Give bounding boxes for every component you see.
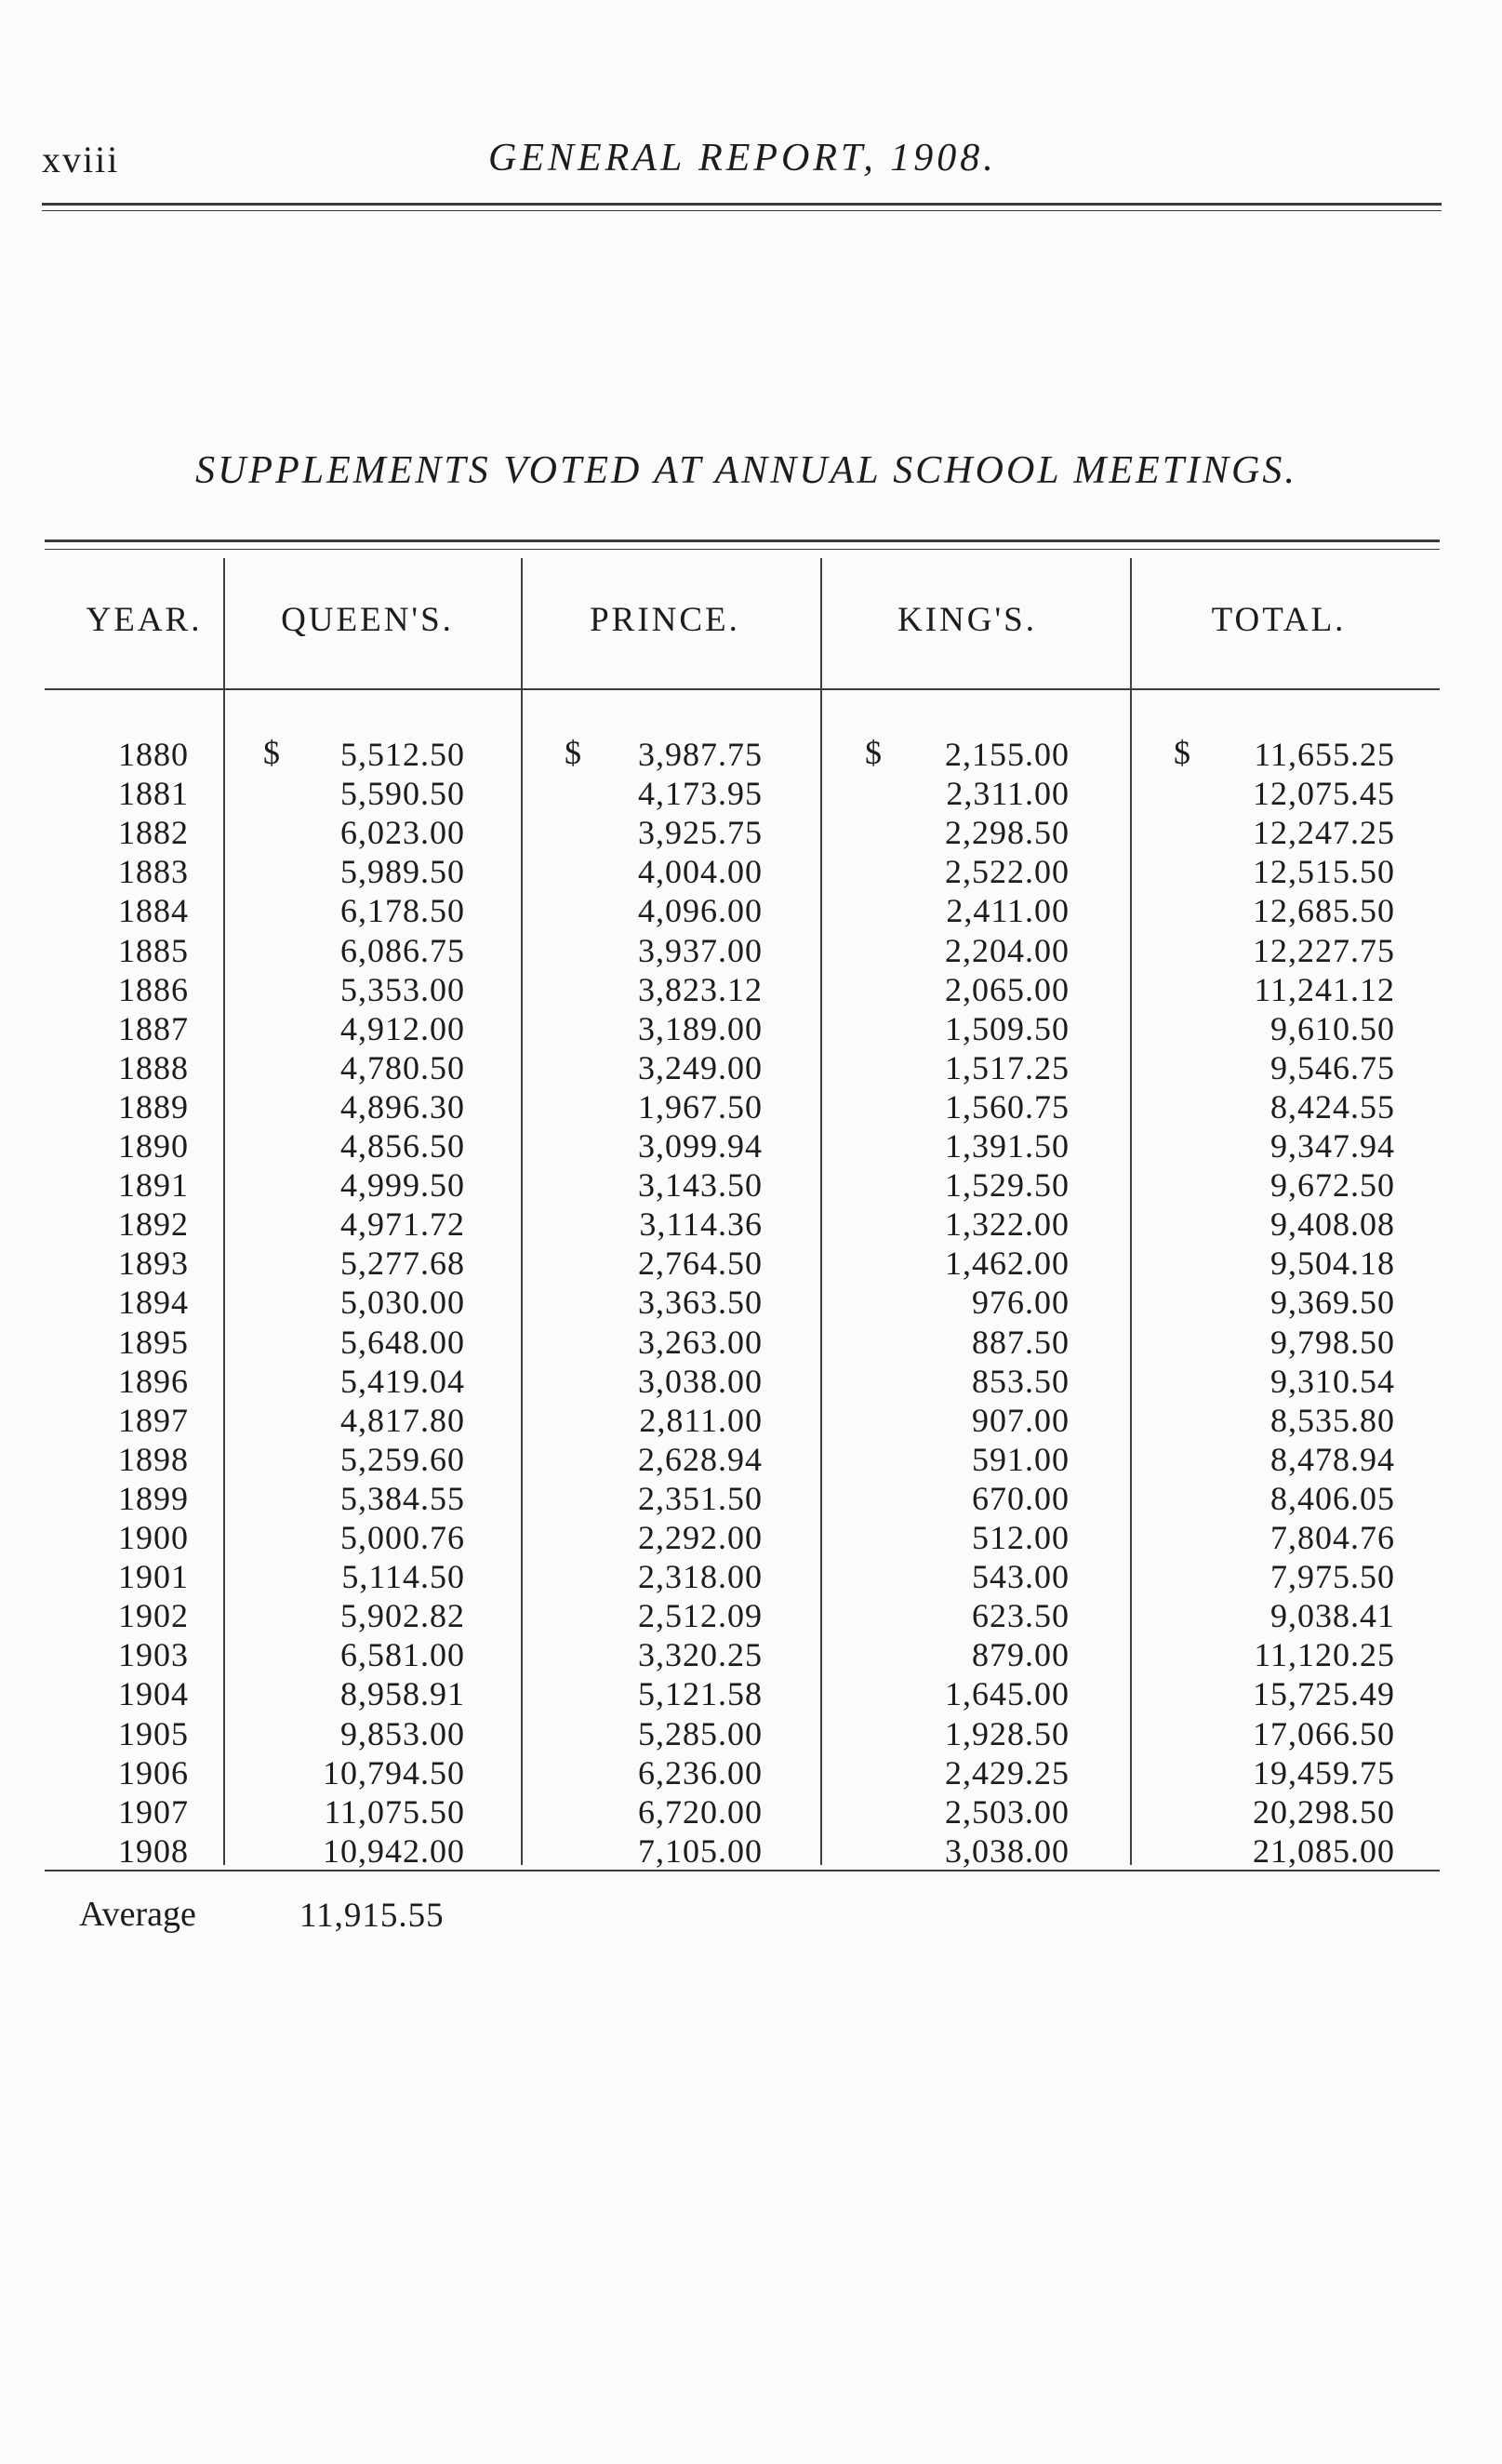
cell-kings: 907.00	[972, 1401, 1070, 1439]
cell-total: 9,610.50	[1270, 1009, 1395, 1047]
cell-queens: 5,277.68	[340, 1245, 465, 1283]
cell-queens: 8,958.91	[340, 1675, 465, 1713]
cell-prince: 2,512.09	[638, 1597, 763, 1635]
cell-prince: 6,236.00	[638, 1753, 763, 1791]
cell-total: 8,406.05	[1270, 1479, 1395, 1517]
table-row	[0, 852, 1502, 891]
cell-year: 1903	[118, 1636, 189, 1674]
cell-kings: 1,645.00	[945, 1675, 1070, 1713]
cell-year: 1906	[118, 1753, 189, 1791]
cell-queens: 4,999.50	[340, 1166, 465, 1205]
cell-kings: 623.50	[972, 1597, 1070, 1635]
cell-total: 7,975.50	[1270, 1558, 1395, 1596]
cell-queens: 4,817.80	[340, 1401, 465, 1439]
header-rule-top	[42, 203, 1442, 206]
table-row	[0, 1753, 1502, 1792]
cell-year: 1885	[118, 931, 189, 969]
cell-queens: 6,178.50	[340, 892, 465, 930]
cell-prince: 2,318.00	[638, 1558, 763, 1596]
table-row	[0, 1048, 1502, 1087]
cell-year: 1908	[118, 1831, 189, 1870]
table-top-rule	[45, 539, 1440, 542]
cell-prince: 4,096.00	[638, 892, 763, 930]
cell-year: 1894	[118, 1284, 189, 1322]
cell-prince: 3,937.00	[638, 931, 763, 969]
cell-year: 1898	[118, 1440, 189, 1478]
cell-total: 11,655.25	[1254, 736, 1395, 773]
cell-total: 11,120.25	[1254, 1636, 1395, 1674]
table-row	[0, 1831, 1502, 1871]
dollar-sign-total: $	[1174, 734, 1190, 771]
cell-year: 1893	[118, 1245, 189, 1283]
table-row	[0, 1205, 1502, 1244]
cell-prince: 3,249.00	[638, 1048, 763, 1086]
cell-total: 21,085.00	[1253, 1831, 1395, 1870]
table-row	[0, 735, 1502, 774]
cell-total: 9,038.41	[1270, 1597, 1395, 1635]
table-row	[0, 1283, 1502, 1322]
cell-total: 9,798.50	[1270, 1323, 1395, 1361]
column-header-rule	[45, 688, 1440, 690]
average-label: Average	[79, 1895, 196, 1934]
cell-queens: 5,384.55	[340, 1479, 465, 1517]
page-number: xviii	[42, 139, 120, 180]
cell-prince: 7,105.00	[638, 1831, 763, 1870]
cell-year: 1887	[118, 1009, 189, 1047]
cell-queens: 4,912.00	[340, 1009, 465, 1047]
cell-total: 20,298.50	[1253, 1792, 1395, 1831]
cell-year: 1886	[118, 970, 189, 1008]
table-title: SUPPLEMENTS VOTED AT ANNUAL SCHOOL MEETINGS.	[195, 449, 1297, 492]
cell-kings: 1,517.25	[945, 1048, 1070, 1086]
cell-queens: 4,856.50	[340, 1127, 465, 1165]
cell-kings: 2,411.00	[946, 892, 1070, 930]
table-row	[0, 1792, 1502, 1831]
cell-queens: 6,023.00	[340, 814, 465, 852]
cell-kings: 591.00	[972, 1440, 1070, 1478]
cell-queens: 5,000.76	[340, 1519, 465, 1556]
cell-total: 8,478.94	[1270, 1440, 1395, 1478]
cell-year: 1905	[118, 1714, 189, 1752]
dollar-sign-kings: $	[865, 734, 882, 771]
cell-kings: 1,322.00	[945, 1205, 1070, 1244]
cell-queens: 4,780.50	[340, 1048, 465, 1086]
cell-queens: 11,075.50	[324, 1792, 465, 1831]
cell-queens: 5,590.50	[340, 775, 465, 813]
cell-kings: 2,311.00	[946, 775, 1070, 813]
cell-queens: 10,794.50	[323, 1753, 465, 1791]
cell-total: 9,546.75	[1270, 1048, 1395, 1086]
cell-prince: 3,363.50	[638, 1284, 763, 1322]
cell-kings: 543.00	[972, 1558, 1070, 1596]
table-row	[0, 1323, 1502, 1362]
cell-prince: 3,320.25	[638, 1636, 763, 1674]
cell-prince: 4,173.95	[638, 775, 763, 813]
cell-kings: 1,462.00	[945, 1245, 1070, 1283]
cell-total: 12,515.50	[1253, 853, 1395, 891]
cell-total: 12,247.25	[1253, 814, 1395, 852]
column-header-queens: QUEEN'S.	[281, 601, 454, 639]
cell-kings: 512.00	[972, 1519, 1070, 1556]
cell-prince: 3,189.00	[638, 1009, 763, 1047]
table-row	[0, 1557, 1502, 1596]
cell-total: 12,685.50	[1253, 892, 1395, 930]
cell-total: 9,369.50	[1270, 1284, 1395, 1322]
table-row	[0, 774, 1502, 813]
column-header-year: YEAR.	[86, 601, 203, 639]
cell-queens: 9,853.00	[340, 1714, 465, 1752]
table-row	[0, 1126, 1502, 1165]
cell-kings: 1,391.50	[945, 1127, 1070, 1165]
cell-prince: 6,720.00	[638, 1792, 763, 1831]
cell-queens: 5,114.50	[341, 1558, 465, 1596]
cell-year: 1881	[118, 775, 189, 813]
dollar-sign-prince: $	[565, 734, 581, 771]
cell-queens: 10,942.00	[323, 1831, 465, 1870]
cell-kings: 879.00	[972, 1636, 1070, 1674]
cell-kings: 887.50	[972, 1323, 1070, 1361]
table-row	[0, 1440, 1502, 1479]
cell-year: 1884	[118, 892, 189, 930]
table-row	[0, 1362, 1502, 1401]
cell-year: 1897	[118, 1401, 189, 1439]
table-row	[0, 1518, 1502, 1557]
cell-total: 9,504.18	[1270, 1245, 1395, 1283]
cell-year: 1888	[118, 1048, 189, 1086]
cell-prince: 5,285.00	[638, 1714, 763, 1752]
cell-queens: 5,353.00	[340, 970, 465, 1008]
table-row	[0, 891, 1502, 930]
cell-total: 17,066.50	[1253, 1714, 1395, 1752]
table-row	[0, 931, 1502, 970]
cell-total: 9,408.08	[1270, 1205, 1395, 1244]
average-value: 11,915.55	[299, 1897, 445, 1935]
cell-kings: 2,429.25	[945, 1753, 1070, 1791]
cell-kings: 1,529.50	[945, 1166, 1070, 1205]
cell-year: 1901	[118, 1558, 189, 1596]
cell-kings: 1,928.50	[945, 1714, 1070, 1752]
table-row	[0, 1596, 1502, 1635]
running-head: GENERAL REPORT, 1908.	[488, 137, 997, 180]
cell-total: 11,241.12	[1254, 970, 1395, 1008]
cell-kings: 2,522.00	[945, 853, 1070, 891]
cell-total: 8,535.80	[1270, 1401, 1395, 1439]
table-row	[0, 1674, 1502, 1713]
cell-kings: 1,560.75	[945, 1087, 1070, 1125]
table-row	[0, 1714, 1502, 1753]
cell-kings: 2,155.00	[945, 736, 1070, 773]
cell-year: 1896	[118, 1362, 189, 1400]
cell-year: 1895	[118, 1323, 189, 1361]
cell-prince: 1,967.50	[638, 1087, 763, 1125]
cell-prince: 3,823.12	[638, 970, 763, 1008]
cell-year: 1902	[118, 1597, 189, 1635]
cell-prince: 3,114.36	[639, 1205, 763, 1244]
table-row	[0, 1009, 1502, 1048]
cell-queens: 4,896.30	[340, 1087, 465, 1125]
cell-queens: 5,902.82	[340, 1597, 465, 1635]
table-row	[0, 1244, 1502, 1283]
cell-prince: 3,143.50	[638, 1166, 763, 1205]
cell-queens: 5,419.04	[340, 1362, 465, 1400]
cell-year: 1891	[118, 1166, 189, 1205]
cell-total: 9,310.54	[1270, 1362, 1395, 1400]
cell-kings: 2,204.00	[945, 931, 1070, 969]
cell-prince: 2,351.50	[638, 1479, 763, 1517]
column-header-prince: PRINCE.	[590, 601, 740, 639]
cell-total: 8,424.55	[1270, 1087, 1395, 1125]
cell-kings: 1,509.50	[945, 1009, 1070, 1047]
cell-prince: 3,038.00	[638, 1362, 763, 1400]
cell-prince: 3,099.94	[638, 1127, 763, 1165]
cell-prince: 5,121.58	[638, 1675, 763, 1713]
cell-year: 1883	[118, 853, 189, 891]
cell-kings: 853.50	[972, 1362, 1070, 1400]
cell-year: 1889	[118, 1087, 189, 1125]
cell-prince: 3,987.75	[638, 736, 763, 773]
cell-prince: 3,925.75	[638, 814, 763, 852]
table-row	[0, 1165, 1502, 1205]
table-row	[0, 970, 1502, 1009]
cell-queens: 5,512.50	[340, 736, 465, 773]
table-row	[0, 1401, 1502, 1440]
cell-total: 15,725.49	[1253, 1675, 1395, 1713]
cell-prince: 2,764.50	[638, 1245, 763, 1283]
cell-prince: 2,628.94	[638, 1440, 763, 1478]
cell-year: 1904	[118, 1675, 189, 1713]
cell-kings: 976.00	[972, 1284, 1070, 1322]
cell-queens: 5,648.00	[340, 1323, 465, 1361]
cell-year: 1899	[118, 1479, 189, 1517]
cell-prince: 2,292.00	[638, 1519, 763, 1556]
column-header-total: TOTAL.	[1211, 601, 1347, 639]
cell-prince: 3,263.00	[638, 1323, 763, 1361]
cell-total: 19,459.75	[1253, 1753, 1395, 1791]
cell-year: 1882	[118, 814, 189, 852]
cell-prince: 2,811.00	[639, 1401, 763, 1439]
cell-total: 12,227.75	[1253, 931, 1395, 969]
header-rule-bottom	[42, 210, 1442, 211]
cell-total: 12,075.45	[1253, 775, 1395, 813]
table-bottom-rule	[45, 1870, 1440, 1871]
cell-kings: 3,038.00	[945, 1831, 1070, 1870]
cell-kings: 670.00	[972, 1479, 1070, 1517]
cell-prince: 4,004.00	[638, 853, 763, 891]
table-row	[0, 813, 1502, 852]
cell-year: 1880	[118, 736, 189, 773]
cell-queens: 5,259.60	[340, 1440, 465, 1478]
cell-total: 7,804.76	[1270, 1519, 1395, 1556]
cell-year: 1890	[118, 1127, 189, 1165]
table-row	[0, 1087, 1502, 1126]
cell-year: 1892	[118, 1205, 189, 1244]
cell-year: 1907	[118, 1792, 189, 1831]
dollar-sign-queens: $	[263, 734, 280, 771]
cell-kings: 2,298.50	[945, 814, 1070, 852]
table-row	[0, 1479, 1502, 1518]
cell-queens: 4,971.72	[340, 1205, 465, 1244]
cell-total: 9,672.50	[1270, 1166, 1395, 1205]
cell-queens: 5,989.50	[340, 853, 465, 891]
table-row	[0, 1635, 1502, 1674]
cell-queens: 6,581.00	[340, 1636, 465, 1674]
cell-queens: 5,030.00	[340, 1284, 465, 1322]
cell-kings: 2,065.00	[945, 970, 1070, 1008]
cell-total: 9,347.94	[1270, 1127, 1395, 1165]
cell-kings: 2,503.00	[945, 1792, 1070, 1831]
column-header-kings: KING'S.	[897, 601, 1037, 639]
cell-queens: 6,086.75	[340, 931, 465, 969]
cell-year: 1900	[118, 1519, 189, 1556]
table-top-rule-thin	[45, 549, 1440, 550]
